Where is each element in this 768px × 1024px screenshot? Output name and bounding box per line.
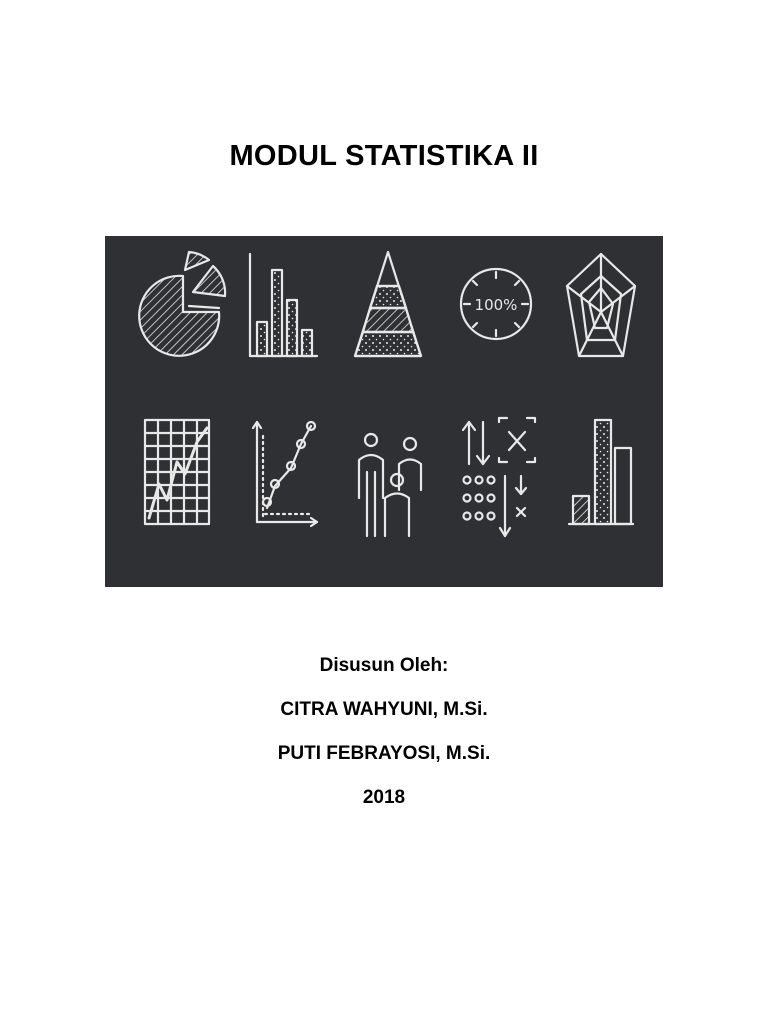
pie-chart-icon xyxy=(139,252,225,356)
tall-bar-chart-icon xyxy=(569,420,633,524)
grid-line-chart-icon xyxy=(145,420,209,524)
credits-block xyxy=(0,644,768,820)
sorting-arrows-icon xyxy=(463,418,535,536)
pyramid-chart-icon xyxy=(355,252,421,356)
gauge-label: 100% xyxy=(474,296,518,314)
publication-year: 2018 xyxy=(362,787,406,808)
scatter-trend-icon xyxy=(253,422,317,526)
author-name: PUTI FEBRAYOSI, M.Si. xyxy=(277,743,491,764)
people-icon xyxy=(359,434,421,536)
bar-chart-icon xyxy=(250,254,317,356)
author-name: CITRA WAHYUNI, M.Si. xyxy=(280,699,488,720)
gauge-icon xyxy=(461,269,531,339)
compiled-by-label: Disusun Oleh: xyxy=(319,655,449,676)
document-title: MODUL STATISTIKA II xyxy=(229,140,539,172)
cover-image xyxy=(105,236,663,587)
radar-chart-icon xyxy=(567,254,635,356)
